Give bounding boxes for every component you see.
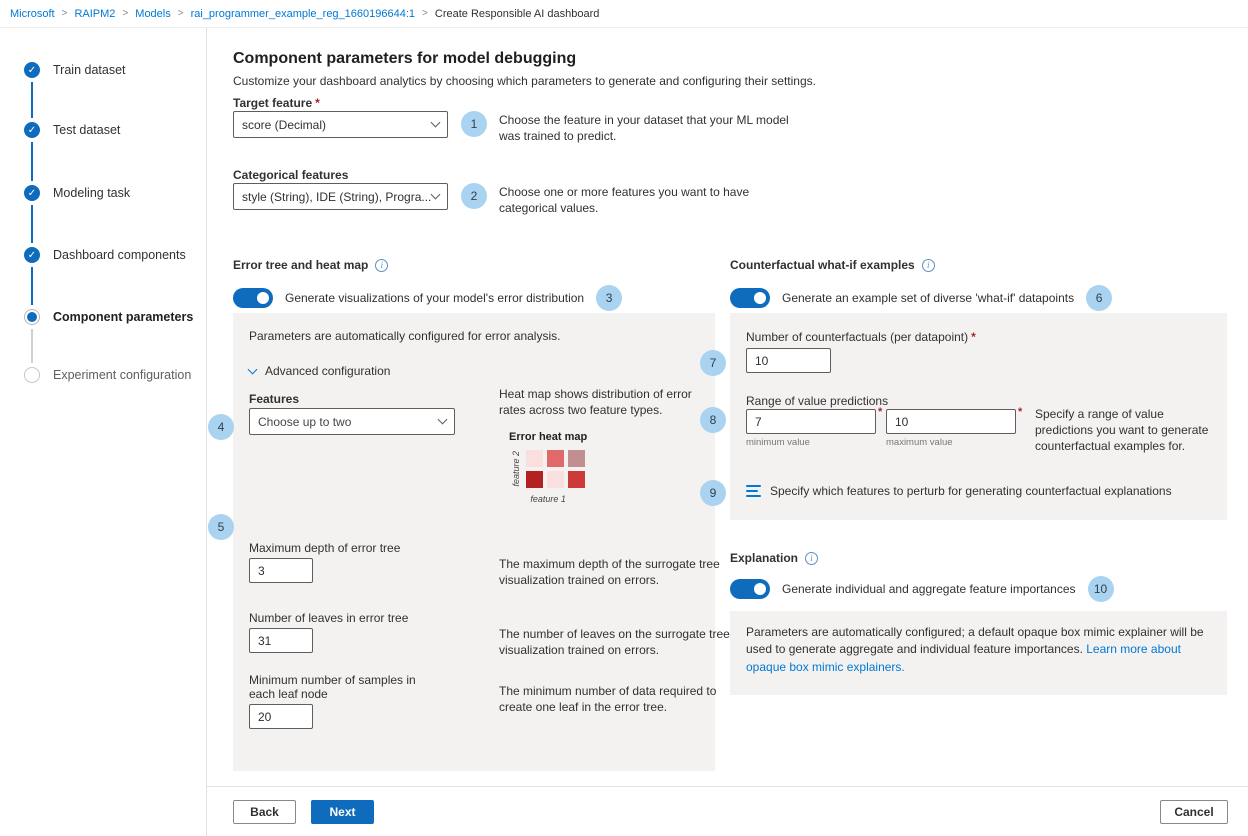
step-modeling-task[interactable]: [24, 185, 130, 201]
step-connector: [31, 205, 33, 243]
callout-3: 3: [596, 285, 622, 311]
required-asterisk: *: [315, 96, 320, 110]
toggle-knob: [754, 292, 766, 304]
info-icon[interactable]: i: [375, 259, 388, 272]
error-tree-panel: [233, 313, 730, 771]
max-depth-input[interactable]: [249, 558, 313, 583]
callout-6: 6: [1086, 285, 1112, 311]
toggle-knob: [754, 583, 766, 595]
features-dropdown[interactable]: [249, 408, 455, 435]
callout-4: 4: [208, 414, 234, 440]
advanced-configuration-label: Advanced configuration: [265, 364, 391, 378]
target-feature-dropdown[interactable]: [233, 111, 448, 138]
callout-1: 1: [461, 111, 487, 137]
required-asterisk: *: [878, 406, 883, 418]
sidebar-divider: [206, 28, 207, 836]
max-depth-description: The maximum depth of the surrogate tree visualization trained on errors.: [499, 557, 720, 588]
breadcrumb-models[interactable]: Models: [135, 7, 171, 20]
step-label: Test dataset: [53, 123, 121, 137]
step-dashboard-components[interactable]: [24, 247, 186, 263]
chevron-down-icon: [431, 190, 441, 200]
chevron-down-icon: [431, 118, 441, 128]
range-min-input[interactable]: [746, 409, 876, 434]
min-samples-input[interactable]: [249, 704, 313, 729]
step-label: Modeling task: [53, 186, 131, 200]
min-value-hint: minimum value: [746, 437, 810, 448]
range-description: Specify a range of value predictions you want to generate counterfactual examples for.: [1035, 407, 1209, 454]
target-feature-label: Target feature *: [233, 96, 320, 110]
heatmap-cell: [568, 450, 585, 467]
num-leaves-input[interactable]: [249, 628, 313, 653]
error-tree-panel-note: Parameters are automatically configured for error analysis.: [249, 329, 561, 343]
error-tree-toggle-label: Generate visualizations of your model's error distribution: [285, 291, 585, 305]
chevron-down-icon: [248, 364, 258, 374]
step-connector: [31, 82, 33, 118]
features-label: Features: [249, 392, 300, 406]
info-icon[interactable]: i: [922, 259, 935, 272]
step-test-dataset[interactable]: [24, 122, 120, 138]
breadcrumb-microsoft[interactable]: Microsoft: [10, 7, 55, 20]
callout-5: 5: [208, 514, 234, 540]
max-value-hint: maximum value: [886, 437, 953, 448]
explanation-toggle-label: Generate individual and aggregate feature importances: [782, 582, 1076, 596]
required-asterisk: *: [1018, 406, 1023, 418]
breadcrumb-separator: >: [422, 8, 428, 19]
breadcrumb-model-version[interactable]: rai_programmer_example_reg_1660196644:1: [190, 7, 416, 20]
step-connector: [31, 142, 33, 181]
cancel-button[interactable]: Cancel: [1160, 800, 1228, 824]
breadcrumb-separator: >: [61, 8, 68, 19]
next-button[interactable]: Next: [311, 800, 374, 824]
error-tree-toggle[interactable]: [233, 288, 273, 308]
breadcrumb-separator: >: [177, 8, 184, 19]
heatmap-ylabel: feature 2: [511, 451, 522, 487]
back-button[interactable]: Back: [233, 800, 296, 824]
callout-10: 10: [1088, 576, 1114, 602]
range-max-input[interactable]: [886, 409, 1016, 434]
dropdown-value: Choose up to two: [258, 414, 352, 429]
heatmap-cell: [547, 450, 564, 467]
step-label: Component parameters: [53, 310, 194, 324]
explanation-panel: [730, 611, 1227, 695]
counterfactual-panel: [730, 313, 1227, 520]
required-asterisk: *: [971, 330, 976, 344]
step-label: Dashboard components: [53, 248, 186, 262]
num-counterfactuals-label: Number of counterfactuals (per datapoint) *: [746, 330, 976, 344]
dropdown-value: score (Decimal): [242, 117, 327, 132]
range-label: Range of value predictions: [746, 394, 889, 408]
page-title: Component parameters for model debugging: [233, 50, 577, 67]
callout-2: 2: [461, 183, 487, 209]
heatmap-info-text: Heat map shows distribution of error rates across two feature types.: [499, 387, 692, 418]
callout-8: 8: [700, 407, 726, 433]
categorical-features-description: Choose one or more features you want to have categorical values.: [499, 185, 750, 216]
explanation-section-header: [730, 551, 818, 565]
explanation-panel-text: Parameters are automatically configured; a default opaque box mimic explainer will be used to generate aggregate and individual feature importances.: [746, 625, 1204, 657]
counterfactual-toggle[interactable]: [730, 288, 770, 308]
heatmap-xlabel: feature 1: [530, 494, 566, 504]
breadcrumb-raipm2[interactable]: RAIPM2: [74, 7, 116, 20]
breadcrumb: [0, 0, 1248, 28]
current-step-icon: [24, 309, 40, 325]
mimic-explainers-link[interactable]: Learn more about opaque box mimic explainers.: [746, 642, 1181, 674]
num-counterfactuals-input[interactable]: [746, 348, 831, 373]
explanation-toggle[interactable]: [730, 579, 770, 599]
pending-step-icon: [24, 367, 40, 383]
max-depth-label: Maximum depth of error tree: [249, 541, 401, 555]
target-feature-description: Choose the feature in your dataset that your ML model was trained to predict.: [499, 113, 789, 144]
heatmap-cell: [568, 471, 585, 488]
footer-divider: [206, 786, 1248, 787]
check-icon: ✓: [24, 62, 40, 78]
check-icon: ✓: [24, 185, 40, 201]
chevron-down-icon: [438, 415, 448, 425]
error-tree-section-header: [233, 258, 388, 272]
counterfactual-title: Counterfactual what-if examples: [730, 258, 915, 272]
num-leaves-label: Number of leaves in error tree: [249, 611, 409, 625]
min-samples-description: The minimum number of data required to create one leaf in the error tree.: [499, 684, 717, 715]
counterfactual-toggle-label: Generate an example set of diverse 'what-if' datapoints: [782, 291, 1075, 305]
step-component-parameters[interactable]: [24, 309, 193, 325]
heatmap-cell: [526, 450, 543, 467]
num-leaves-description: The number of leaves on the surrogate tree visualization trained on errors.: [499, 627, 730, 658]
breadcrumb-current-page: Create Responsible AI dashboard: [434, 7, 600, 20]
heatmap-grid: [526, 450, 585, 488]
step-train-dataset[interactable]: [24, 62, 126, 78]
step-label: Experiment configuration: [53, 368, 192, 382]
heatmap-cell: [547, 471, 564, 488]
page-subtitle: Customize your dashboard analytics by choosing which parameters to generate and configuring their settings.: [233, 74, 816, 88]
callout-9: 9: [700, 480, 726, 506]
step-connector: [31, 329, 33, 363]
categorical-features-label: Categorical features: [233, 168, 349, 182]
check-icon: ✓: [24, 122, 40, 138]
error-tree-title: Error tree and heat map: [233, 258, 369, 272]
step-experiment-configuration: [24, 367, 191, 383]
dropdown-value: style (String), IDE (String), Progra...: [242, 189, 432, 204]
perturb-features-link[interactable]: [746, 483, 1172, 499]
info-icon[interactable]: i: [805, 552, 818, 565]
perturb-features-label: Specify which features to perturb for generating counterfactual explanations: [770, 484, 1172, 498]
breadcrumb-separator: >: [122, 8, 129, 19]
check-icon: ✓: [24, 247, 40, 263]
step-connector: [31, 267, 33, 305]
toggle-knob: [257, 292, 269, 304]
perturb-features-icon: [746, 485, 761, 497]
step-label: Train dataset: [53, 63, 126, 77]
heatmap-cell: [526, 471, 543, 488]
min-samples-label: Minimum number of samples in each leaf node: [249, 673, 416, 701]
counterfactual-section-header: [730, 258, 935, 272]
error-heatmap-illustration: [509, 431, 587, 504]
heatmap-title: Error heat map: [509, 431, 588, 443]
callout-7: 7: [700, 350, 726, 376]
categorical-features-dropdown[interactable]: [233, 183, 448, 210]
advanced-configuration-expander[interactable]: [249, 363, 390, 379]
explanation-title: Explanation: [730, 551, 799, 565]
